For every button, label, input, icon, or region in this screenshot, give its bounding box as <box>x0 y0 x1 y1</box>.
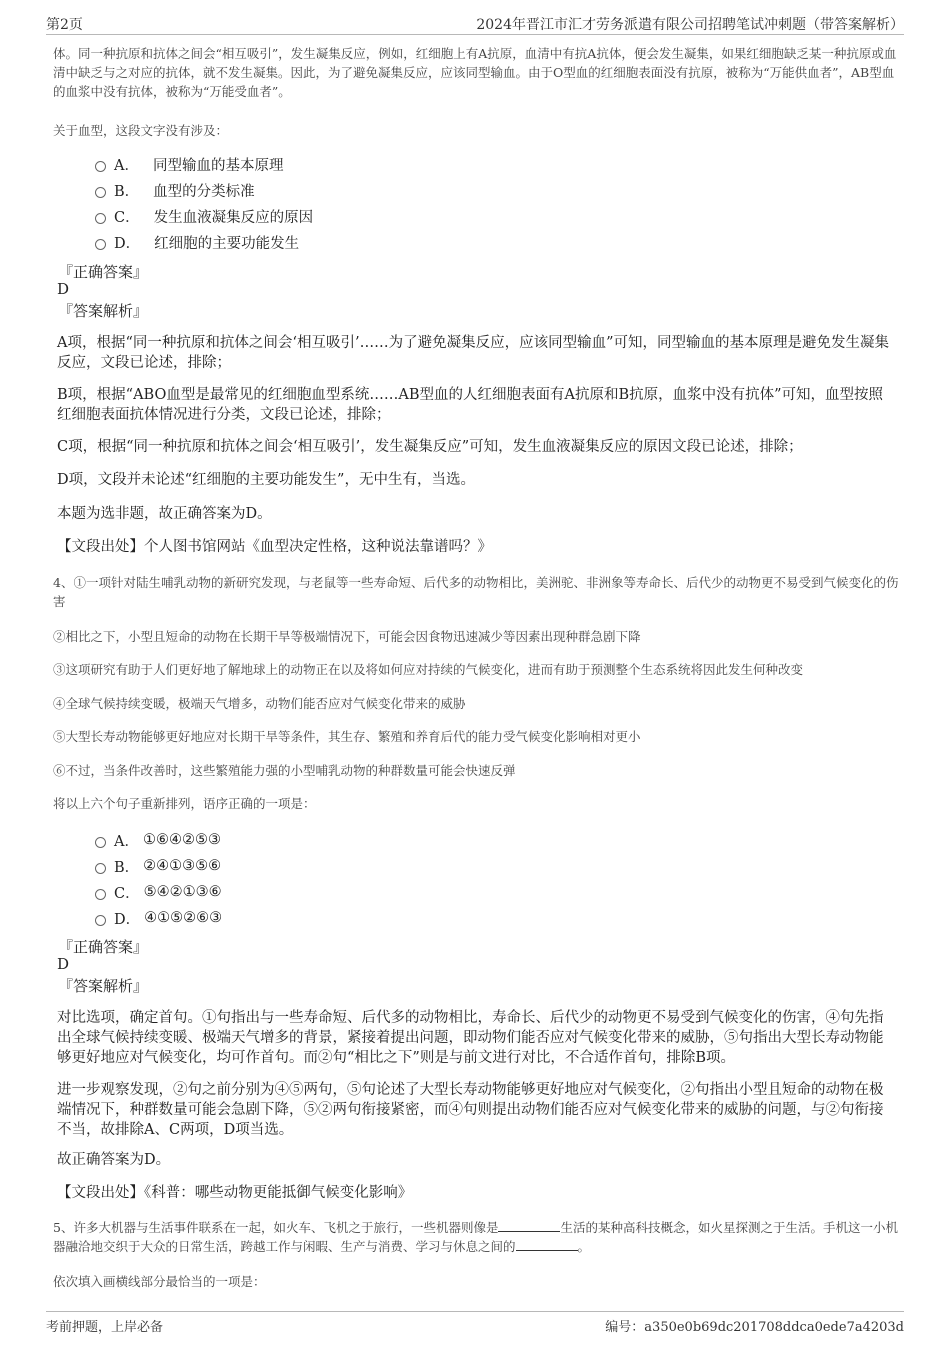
fill-blank-1[interactable] <box>498 1219 560 1232</box>
q3-option-b[interactable]: B． 血型的分类标准 <box>95 180 255 200</box>
q4-sentence-3: ③这项研究有助于人们更好地了解地球上的动物正在以及将如何应对持续的气候变化，进而有助于预测整个生态系统将因此发生何种改变 <box>53 662 804 677</box>
q4-sentence-6: ⑥不过，当条件改善时，这些繁殖能力强的小型哺乳动物的种群数量可能会快速反弹 <box>53 763 516 778</box>
document-title: 2024年晋江市汇才劳务派遣有限公司招聘笔试冲刺题（带答案解析） <box>476 17 904 33</box>
q3-analysis-label: 『答案解析』 <box>58 302 149 320</box>
q3-conclusion: 本题为选非题，故正确答案为D。 <box>57 506 272 522</box>
page-number: 第2页 <box>46 17 83 33</box>
q4-answer: D <box>57 955 70 973</box>
q3-option-a[interactable]: A． 同型输血的基本原理 <box>95 154 283 174</box>
q3-passage: 体。同一种抗原和抗体之间会“相互吸引”，发生凝集反应，例如，红细胞上有A抗原，血清中有抗A抗体，便会发生凝集，如果红细胞缺乏某一种抗原或血清中缺乏与之对应的抗体，就不发生凝集。因此，为了避免凝集反应，应该同型输血。由于O型血的红细胞表面没有抗原，被称为“万能供血者”，AB型血的血浆中没有抗体，被称为“万能受血者”。 <box>53 46 897 99</box>
q5-stem: 依次填入画横线部分最恰当的一项是： <box>53 1274 266 1289</box>
q3-option-c[interactable]: C． 发生血液凝集反应的原因 <box>95 206 313 226</box>
q4-analysis-2: 进一步观察发现，②句之前分别为④⑤两句，⑤句论述了大型长寿动物能够更好地应对气候变化，②句指出小型且短命的动物在极端情况下，种群数量可能会急剧下降，⑤②两句衔接紧密，而④句则提出动物们能否应对气候变化带来的威胁的问题，与②句衔接不当，故排除A、C两项，D项当选。 <box>57 1082 884 1138</box>
q4-option-a[interactable]: A． ①⑥④②⑤③ <box>95 830 221 850</box>
q4-answer-label: 『正确答案』 <box>58 938 149 956</box>
radio-icon[interactable] <box>95 915 106 926</box>
q3-analysis-d: D项，文段并未论述“红细胞的主要功能发生”，无中生有，当选。 <box>57 472 475 488</box>
q3-source: 【文段出处】个人图书馆网站《血型决定性格，这种说法靠谱吗？》 <box>57 539 492 555</box>
page-header <box>46 12 904 35</box>
q3-analysis-a: A项，根据“同一种抗原和抗体之间会‘相互吸引’……为了避免凝集反应，应该同型输血”可知，同型输血的基本原理是避免发生凝集反应，文段已论述，排除； <box>57 335 890 371</box>
q3-analysis-c: C项，根据“同一种抗原和抗体之间会‘相互吸引’，发生凝集反应”可知，发生血液凝集反应的原因文段已论述，排除； <box>57 439 803 455</box>
q4-stem: 将以上六个句子重新排列，语序正确的一项是： <box>53 796 316 811</box>
q3-stem: 关于血型，这段文字没有涉及： <box>53 123 229 138</box>
radio-icon[interactable] <box>95 239 106 250</box>
radio-icon[interactable] <box>95 837 106 848</box>
radio-icon[interactable] <box>95 161 106 172</box>
fill-blank-2[interactable] <box>516 1238 578 1251</box>
q3-analysis-b: B项，根据“ABO血型是最常见的红细胞血型系统……AB型血的人红细胞表面有A抗原和B抗原，血浆中没有抗体”可知，血型按照红细胞表面抗体情况进行分类，文段已论述，排除； <box>57 387 884 423</box>
q3-answer: D <box>57 280 70 298</box>
q4-sentence-5: ⑤大型长寿动物能够更好地应对长期干旱等条件，其生存、繁殖和养育后代的能力受气候变化影响相对更小 <box>53 729 641 744</box>
q4-conclusion: 故正确答案为D。 <box>57 1152 171 1168</box>
q5-question: 5、许多大机器与生活事件联系在一起，如火车、飞机之于旅行，一些机器则像是 生活的某种高科技概念，如火星探测之于生活。手机这一小机器融洽地交织于大众的日常生活，跨越工作与闲暇、生产与消费、学习与休息之间的 。 <box>53 1220 898 1254</box>
q4-sentence-2: ②相比之下，小型且短命的动物在长期干旱等极端情况下，可能会因食物迅速减少等因素出现种群急剧下降 <box>53 629 641 644</box>
page-footer <box>46 1311 904 1338</box>
q3-answer-label: 『正确答案』 <box>58 263 149 281</box>
q4-analysis-1: 对比选项，确定首句。①句指出与一些寿命短、后代多的动物相比，寿命长、后代少的动物更不易受到气候变化的伤害，④句先指出全球气候持续变暖、极端天气增多的背景，紧接着提出问题，即动物们能否应对气候变化带来的威胁，⑤句指出大型长寿动物能够更好地应对气候变化，均可作首句。而②句“相比之下”则是与前文进行对比，不合适作首句，排除B项。 <box>57 1010 884 1066</box>
q3-option-d[interactable]: D． 红细胞的主要功能发生 <box>95 232 299 252</box>
radio-icon[interactable] <box>95 889 106 900</box>
q4-option-c[interactable]: C． ⑤④②①③⑥ <box>95 882 222 902</box>
q4-analysis-label: 『答案解析』 <box>58 977 149 995</box>
footer-slogan: 考前押题，上岸必备 <box>46 1320 164 1335</box>
radio-icon[interactable] <box>95 187 106 198</box>
q4-option-b[interactable]: B． ②④①③⑤⑥ <box>95 856 221 876</box>
radio-icon[interactable] <box>95 863 106 874</box>
q4-sentence-1: 4、①一项针对陆生哺乳动物的新研究发现，与老鼠等一些寿命短、后代多的动物相比，美洲驼、非洲象等寿命长、后代少的动物更不易受到气候变化的伤害 <box>53 575 899 609</box>
q4-source: 【文段出处】《科普：哪些动物更能抵御气候变化影响》 <box>57 1185 413 1201</box>
q4-sentence-4: ④全球气候持续变暖，极端天气增多，动物们能否应对气候变化带来的威胁 <box>53 696 466 711</box>
radio-icon[interactable] <box>95 213 106 224</box>
q4-option-d[interactable]: D． ④①⑤②⑥③ <box>95 908 222 928</box>
document-id: 编号：a350e0b69dc201708ddca0ede7a4203d <box>605 1320 904 1335</box>
